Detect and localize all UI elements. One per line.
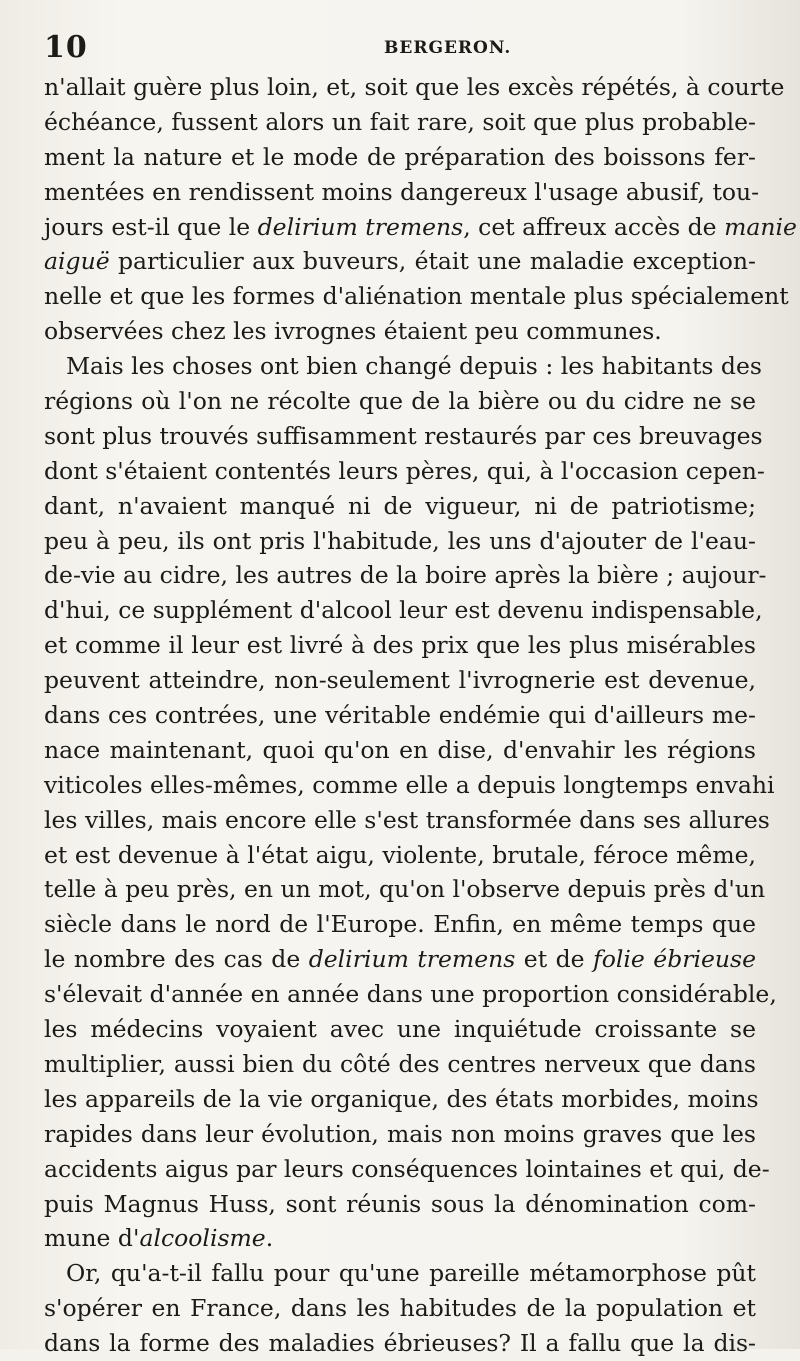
italic-term: folie ébrieuse <box>593 945 756 974</box>
text-line: échéance, fussent alors un fait rare, soit que plus probable- <box>44 107 756 136</box>
text-line: dans ces contrées, une véritable endémie qui d'ailleurs me- <box>44 701 756 730</box>
text-line: Mais les choses ont bien changé depuis : les habitants des <box>66 352 762 381</box>
text-line: dans la forme des maladies ébrieuses? Il a fallu que la dis- <box>44 1329 756 1358</box>
italic-term: delirium tremens <box>257 212 464 241</box>
text-line: et comme il leur est livré à des prix que les plus misérables <box>44 631 756 660</box>
text-run: . <box>265 1224 274 1253</box>
page-number: 10 <box>44 30 88 65</box>
text-line <box>44 942 756 977</box>
text-line: régions où l'on ne récolte que de la bière ou du cidre ne se <box>44 387 756 416</box>
text-line: s'opérer en France, dans les habitudes de la population et <box>44 1294 756 1323</box>
text-line: observées chez les ivrognes étaient peu communes. <box>44 317 662 346</box>
text-line: mentées en rendissent moins dangereux l'usage abusif, tou- <box>44 177 760 206</box>
italic-term: manie <box>724 212 797 241</box>
text-line: de-vie au cidre, les autres de la boire après la bière ; aujour- <box>44 561 767 590</box>
text-run: le nombre des cas de <box>44 945 309 974</box>
text-line: les appareils de la vie organique, des états morbides, moins <box>44 1084 759 1113</box>
italic-term: alcoolisme <box>139 1224 266 1253</box>
text-line: Or, qu'a-t-il fallu pour qu'une pareille métamorphose pût <box>66 1259 756 1288</box>
text-run: , cet affreux accès de <box>463 212 725 241</box>
text-line: dant, n'avaient manqué ni de vigueur, ni de patriotisme; <box>44 491 756 520</box>
text-line: accidents aigus par leurs conséquences lointaines et qui, de- <box>44 1154 770 1183</box>
running-head: BERGERON. <box>384 38 512 58</box>
text-line: nace maintenant, quoi qu'on en dise, d'envahir les régions <box>44 735 756 764</box>
text-line: les médecins voyaient avec une inquiétude croissante se <box>44 1015 756 1044</box>
text-run: et de <box>515 945 594 974</box>
text-line: rapides dans leur évolution, mais non moins graves que les <box>44 1119 756 1148</box>
text-line: nelle et que les formes d'aliénation mentale plus spécialement <box>44 282 789 311</box>
text-line: sont plus trouvés suffisamment restaurés par ces breuvages <box>44 421 763 450</box>
text-line: n'allait guère plus loin, et, soit que les excès répétés, à courte <box>44 73 785 101</box>
italic-term: aiguë <box>44 247 110 276</box>
page-header <box>44 30 756 70</box>
text-line: les villes, mais encore elle s'est transformée dans ses allures <box>44 805 770 834</box>
text-line: peuvent atteindre, non-seulement l'ivrognerie est devenue, <box>44 666 756 695</box>
text-line: et est devenue à l'état aigu, violente, brutale, féroce même, <box>44 840 756 869</box>
text-line: multiplier, aussi bien du côté des centres nerveux que dans <box>44 1049 756 1078</box>
text-run: particulier aux buveurs, était une maladie exception- <box>109 247 756 276</box>
text-line <box>44 1221 756 1256</box>
text-line: dont s'étaient contentés leurs pères, qui, à l'occasion cepen- <box>44 456 765 485</box>
text-line: siècle dans le nord de l'Europe. Enfin, en même temps que <box>44 910 756 939</box>
text-line <box>44 244 756 279</box>
text-line: viticoles elles-mêmes, comme elle a depuis longtemps envahi <box>44 770 775 799</box>
text-line: d'hui, ce supplément d'alcool leur est devenu indispensable, <box>44 596 763 625</box>
text-line <box>44 210 797 245</box>
text-line: peu à peu, ils ont pris l'habitude, les uns d'ajouter de l'eau- <box>44 526 756 555</box>
text-line: s'élevait d'année en année dans une proportion considérable, <box>44 980 777 1009</box>
text-run: mune d' <box>44 1224 140 1253</box>
body-text <box>44 70 797 1361</box>
italic-term: delirium tremens <box>308 945 516 974</box>
text-run: jours est-il que le <box>44 212 258 241</box>
text-line: puis Magnus Huss, sont réunis sous la dénomination com- <box>44 1189 756 1218</box>
text-line: telle à peu près, en un mot, qu'on l'observe depuis près d'un <box>44 875 766 904</box>
text-line: ment la nature et le mode de préparation des boissons fer- <box>44 142 756 171</box>
